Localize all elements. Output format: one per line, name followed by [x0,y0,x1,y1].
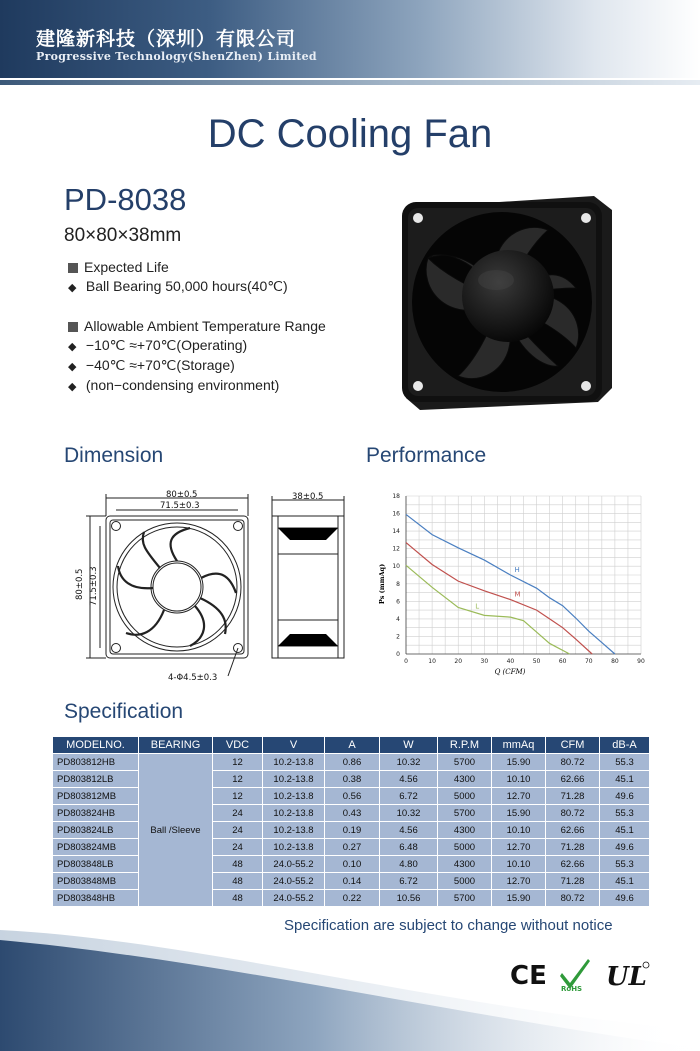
company-name-cn: 建隆新科技（深圳）有限公司 [36,28,297,50]
ce-mark-icon: CE [510,961,547,991]
chart-ytick: 18 [392,493,400,500]
page-title: DC Cooling Fan [207,112,493,156]
spec-cell: 24 [213,822,263,839]
spec-col-header: A [325,737,380,754]
spec-cell: 10.2-13.8 [263,822,325,839]
diamond-bullet-icon: ◆ [68,381,77,393]
spec-cell: 6.48 [380,839,438,856]
spec-cell: 49.6 [600,890,650,907]
spec-cell: 62.66 [546,822,600,839]
feature-life-heading: Expected Life [68,259,169,275]
spec-cell: PD803824LB [53,822,139,839]
spec-cell: 4300 [438,771,492,788]
spec-cell: 5700 [438,890,492,907]
ul-mark-icon [606,962,649,992]
chart-ytick: 12 [392,545,400,553]
spec-cell: 10.2-13.8 [263,788,325,805]
diamond-bullet-icon: ◆ [68,282,77,294]
spec-cell: 10.10 [492,771,546,788]
chart-ytick: 2 [396,633,400,641]
spec-cell: 4300 [438,856,492,873]
spec-row [53,754,650,771]
spec-cell: 12 [213,754,263,771]
svg-text:UL: UL [606,962,647,992]
spec-cell: 6.72 [380,873,438,890]
spec-cell: PD803848LB [53,856,139,873]
company-name-en: Progressive Technology(ShenZhen) Limited [36,50,317,63]
spec-cell: 10.10 [492,856,546,873]
fan-product-image [398,188,618,416]
spec-cell: 5000 [438,873,492,890]
chart-xtick: 80 [611,658,619,665]
spec-cell: 49.6 [600,839,650,856]
chart-ylabel: Ps (mmAq) [378,563,386,605]
spec-cell: 5000 [438,839,492,856]
dimension-drawing [60,488,360,688]
square-bullet-icon [68,263,78,273]
spec-cell: 24 [213,839,263,856]
spec-col-header: CFM [546,737,600,754]
spec-cell: 71.28 [546,873,600,890]
spec-cell: 10.2-13.8 [263,771,325,788]
spec-cell: PD803824HB [53,805,139,822]
spec-cell: 0.56 [325,788,380,805]
specification-heading: Specification [64,700,184,723]
chart-xtick: 30 [480,658,489,665]
chart-xtick: 0 [404,658,408,665]
spec-col-header: BEARING [139,737,213,754]
dim-width-label: 80±0.5 [166,490,198,500]
spec-cell: 0.14 [325,873,380,890]
spec-cell: 4.56 [380,822,438,839]
spec-cell: 55.3 [600,754,650,771]
spec-cell: 0.43 [325,805,380,822]
spec-cell: 4.80 [380,856,438,873]
rohs-check-icon [560,959,590,993]
chart-xlabel: Q (CFM) [494,668,526,676]
feature-life-value: ◆ Ball Bearing 50,000 hours(40℃) [68,278,288,294]
spec-cell: 71.28 [546,788,600,805]
disclaimer-note: Specification are subject to change without notice [284,917,613,934]
spec-cell: 80.72 [546,805,600,822]
spec-cell: PD803824MB [53,839,139,856]
feature-temp-heading: Allowable Ambient Temperature Range [68,318,326,334]
spec-cell: 24.0-55.2 [263,856,325,873]
chart-xtick: 90 [637,658,645,665]
spec-cell: 0.10 [325,856,380,873]
spec-cell: 4300 [438,822,492,839]
spec-cell: 71.28 [546,839,600,856]
spec-cell: 12.70 [492,873,546,890]
spec-cell: 0.19 [325,822,380,839]
spec-cell: 55.3 [600,856,650,873]
spec-cell: 12 [213,771,263,788]
spec-cell: 24 [213,805,263,822]
spec-cell: 55.3 [600,805,650,822]
spec-cell: 12 [213,788,263,805]
chart-ytick: 10 [392,563,400,571]
performance-heading: Performance [366,444,487,467]
spec-cell: 10.56 [380,890,438,907]
chart-ytick: 14 [392,528,400,536]
feature-temp-operating: ◆ −10℃ ≈+70℃(Operating) [68,337,248,353]
chart-series-label-L: L [475,602,480,611]
chart-xtick: 10 [428,658,436,665]
dim-hole-v-label: 71.5±0.3 [89,566,99,606]
spec-cell: 62.66 [546,771,600,788]
feature-temp-storage: ◆ −40℃ ≈+70℃(Storage) [68,357,235,373]
chart-series-line-L [406,565,570,654]
spec-cell: 10.32 [380,805,438,822]
spec-cell: 45.1 [600,873,650,890]
spec-cell: 80.72 [546,890,600,907]
spec-cell: 6.72 [380,788,438,805]
chart-ytick: 0 [396,651,400,658]
chart-xtick: 50 [532,658,541,665]
header-divider [0,80,700,85]
spec-cell: 5700 [438,805,492,822]
dimension-heading: Dimension [64,444,164,467]
model-number: PD-8038 [64,182,187,217]
chart-series-label-H: H [514,566,520,574]
spec-cell: 0.27 [325,839,380,856]
chart-ytick: 16 [392,510,400,518]
spec-cell: 0.86 [325,754,380,771]
chart-xtick: 70 [584,658,593,665]
chart-ytick: 8 [396,580,400,588]
spec-cell: 5000 [438,788,492,805]
spec-cell: 15.90 [492,805,546,822]
spec-cell: 10.32 [380,754,438,771]
spec-col-header: VDC [213,737,263,754]
spec-cell: 10.2-13.8 [263,805,325,822]
spec-col-header: V [263,737,325,754]
spec-cell: 15.90 [492,754,546,771]
chart-xtick: 20 [454,658,463,665]
chart-series-label-M: M [514,590,521,599]
spec-cell: 0.22 [325,890,380,907]
performance-chart [366,488,666,678]
spec-cell: 4.56 [380,771,438,788]
spec-cell: PD803848HB [53,890,139,907]
chart-ytick: 4 [396,615,400,623]
spec-cell: 49.6 [600,788,650,805]
spec-cell: 5700 [438,754,492,771]
chart-ytick: 6 [396,598,400,606]
spec-cell: 0.38 [325,771,380,788]
spec-cell: 80.72 [546,754,600,771]
certification-marks [508,955,653,993]
spec-cell: PD803812LB [53,771,139,788]
spec-cell: 48 [213,890,263,907]
spec-cell: 15.90 [492,890,546,907]
spec-col-header: mmAq [492,737,546,754]
spec-cell: 24.0-55.2 [263,890,325,907]
product-size: 80×80×38mm [64,225,182,246]
spec-cell: PD803812HB [53,754,139,771]
spec-col-header: R.P.M [438,737,492,754]
feature-temp-note: ◆ (non−condensing environment) [68,377,280,393]
diamond-bullet-icon: ◆ [68,341,77,353]
svg-text:RoHS: RoHS [561,985,583,993]
spec-cell: PD803848MB [53,873,139,890]
spec-cell: 10.2-13.8 [263,839,325,856]
spec-cell: 45.1 [600,822,650,839]
spec-bearing-cell: Ball /Sleeve [139,754,213,907]
spec-cell: PD803812MB [53,788,139,805]
chart-series-line-M [406,543,592,654]
spec-col-header: dB-A [600,737,650,754]
spec-table [52,736,650,907]
chart-xtick: 60 [558,658,567,665]
spec-cell: 12.70 [492,839,546,856]
chart-xtick: 40 [506,658,515,665]
spec-col-header: MODELNO. [53,737,139,754]
square-bullet-icon [68,322,78,332]
spec-cell: 45.1 [600,771,650,788]
spec-cell: 12.70 [492,788,546,805]
spec-cell: 48 [213,873,263,890]
spec-cell: 62.66 [546,856,600,873]
spec-cell: 10.2-13.8 [263,754,325,771]
dim-depth-label: 38±0.5 [292,492,324,502]
dim-hole-note: 4-Φ4.5±0.3 [168,673,218,683]
spec-col-header: W [380,737,438,754]
spec-cell: 24.0-55.2 [263,873,325,890]
spec-cell: 48 [213,856,263,873]
dim-hole-label: 71.5±0.3 [160,501,200,511]
spec-header-row [53,737,650,754]
diamond-bullet-icon: ◆ [68,361,77,373]
dim-height-label: 80±0.5 [75,568,85,600]
spec-cell: 10.10 [492,822,546,839]
